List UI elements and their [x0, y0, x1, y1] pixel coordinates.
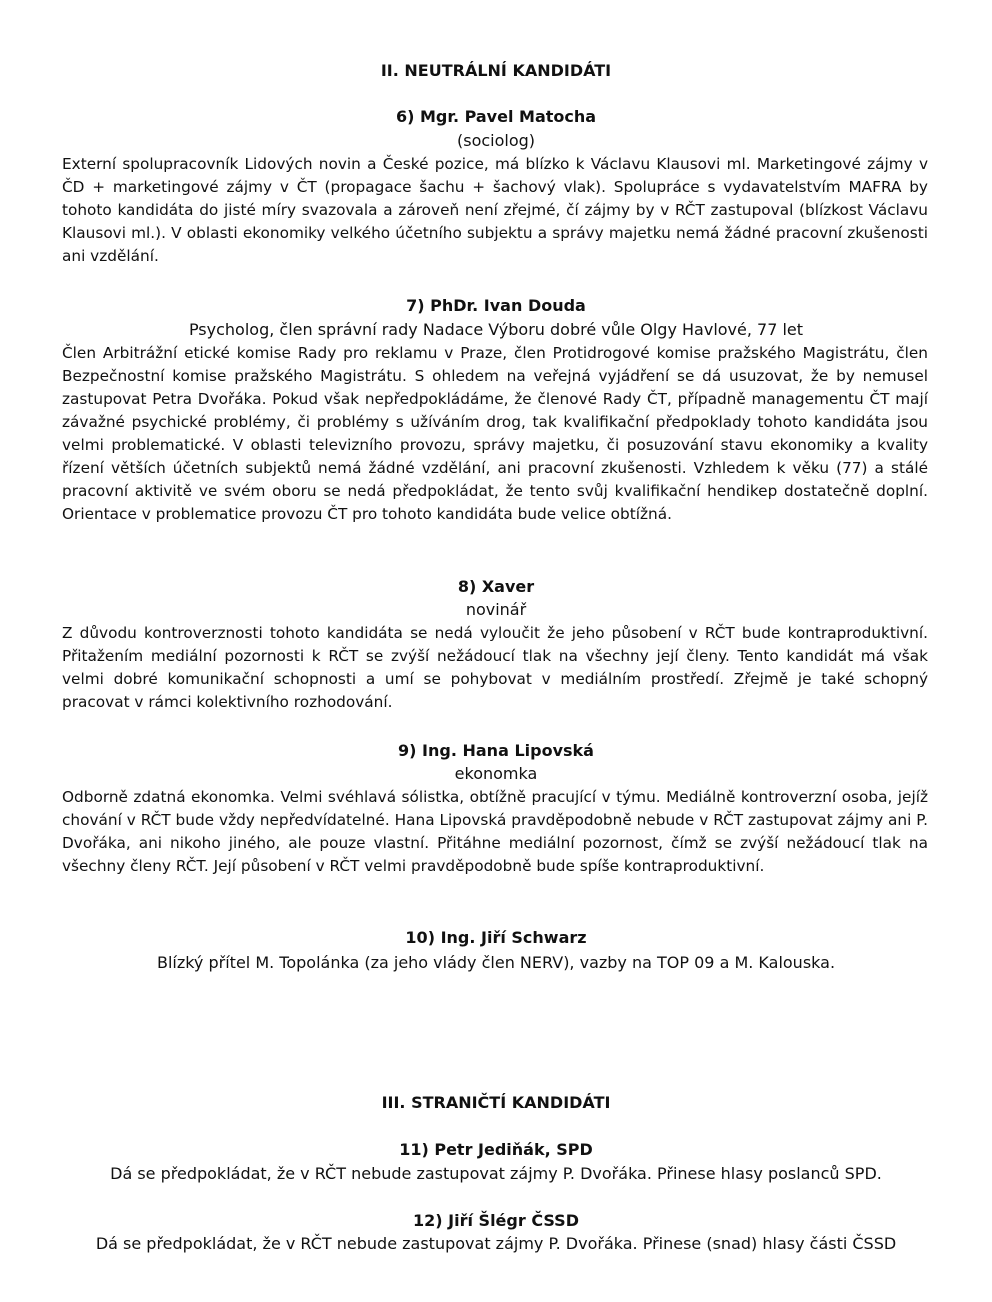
candidate-name: 7) PhDr. Ivan Douda [406, 296, 586, 315]
candidate-role: ekonomka [454, 764, 538, 783]
candidate-description: Odborně zdatná ekonomka. Velmi svéhlavá sólistka, obtížně pracující v týmu. Mediálně kontroverzní osoba, jejíž chování v RČT bude vždy nepředvídatelné. Hana Lipovská pravděpodobně nebude v RČT zastupovat zájmy ani P. Dvořáka, ani nikoho jiného, ale pouze vlastní. Přitáhne mediální pozornost, čímž se zvýší nežádoucí tlak na všechny členy RČT. Její působení v RČT velmi pravděpodobně bude spíše kontraproduktivní. [62, 788, 928, 875]
candidate-description: Z důvodu kontroverznosti tohoto kandidáta se nedá vyloučit že jeho působení v RČT bude kontraproduktivní. Přitažením mediální pozornosti k RČT se zvýší nežádoucí tlak na všechny její členy. Tento kandidát má však velmi dobré komunikační schopnosti a umí se pohybovat v mediálním prostředí. Zřejmě je také schopný pracovat v rámci kolektivního rozhodování. [62, 624, 928, 711]
candidate-description: Dá se předpokládat, že v RČT nebude zastupovat zájmy P. Dvořáka. Přinese (snad) hlasy části ČSSD [95, 1234, 897, 1253]
candidate-description: Externí spolupracovník Lidových novin a České pozice, má blízko k Václavu Klausovi ml. Marketingové zájmy v ČD + marketingové zájmy v ČT (propagace šachu + šachový vlak). Spolupráce s vydavatelstvím MAFRA by tohoto kandidáta do jisté míry svazovala a zároveň není zřejmé, čí zájmy by v RČT zastupoval (blízkost Václavu Klausovi ml.). V oblasti ekonomiky velkého účetního subjektu a správy majetku nemá žádné pracovní zkušenosti ani vzdělání. [62, 155, 928, 265]
section-heading-neutral: II. NEUTRÁLNÍ KANDIDÁTI [380, 61, 612, 80]
candidate-role: novinář [465, 600, 527, 619]
section-heading-party: III. STRANIČTÍ KANDIDÁTI [381, 1093, 611, 1112]
candidate-role: (sociolog) [456, 131, 536, 150]
candidate-name: 6) Mgr. Pavel Matocha [395, 107, 597, 126]
candidate-description: Dá se předpokládat, že v RČT nebude zastupovat zájmy P. Dvořáka. Přinese hlasy poslanců SPD. [110, 1164, 882, 1183]
candidate-name: 9) Ing. Hana Lipovská [398, 741, 594, 760]
candidate-name: 8) Xaver [457, 577, 535, 596]
candidate-name: 12) Jiří Šlégr ČSSD [413, 1211, 579, 1230]
candidate-description: Blízký přítel M. Topolánka (za jeho vlády člen NERV), vazby na TOP 09 a M. Kalouska. [156, 953, 836, 972]
candidate-name: 11) Petr Jediňák, SPD [399, 1140, 593, 1159]
candidate-description: Člen Arbitrážní etické komise Rady pro reklamu v Praze, člen Protidrogové komise pražského Magistrátu, člen Bezpečnostní komise pražského Magistrátu. S ohledem na veřejná vyjádření se dá usuzovat, že by nemusel zastupovat Petra Dvořáka. Pokud však nepředpokládáme, že členové Rady ČT, případně managementu ČT mají závažné psychické problémy, či problémy s užíváním drog, tak kvalifikační předpoklady tohoto kandidáta jsou velmi problematické. V oblasti televizního provozu, správy majetku, či posuzování stavu ekonomiky a kvality řízení větších účetních subjektů nemá žádné vzdělání, ani pracovní zkušenosti. Vzhledem k věku (77) a stálé pracovní aktivitě ve svém oboru se nedá předpokládat, že tento svůj kvalifikační hendikep dostatečně doplní. Orientace v problematice provozu ČT pro tohoto kandidáta bude velice obtížná. [62, 344, 928, 523]
candidate-role: Psycholog, člen správní rady Nadace Výboru dobré vůle Olgy Havlové, 77 let [188, 320, 804, 339]
candidate-name: 10) Ing. Jiří Schwarz [405, 928, 587, 947]
